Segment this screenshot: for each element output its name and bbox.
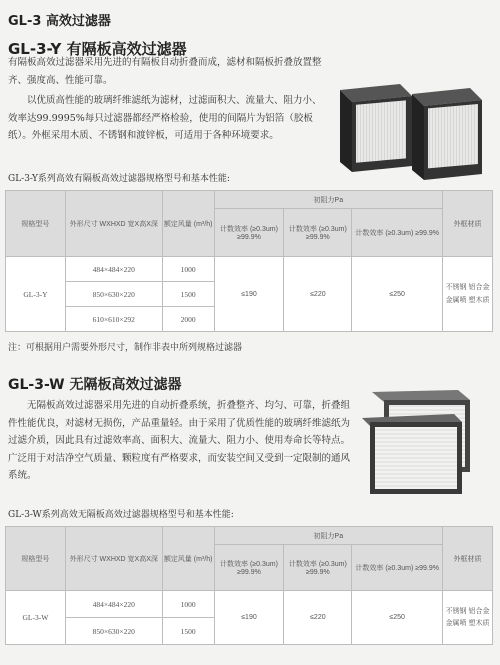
header-efficiency-3: 计数效率 (≥0.3um) ≥99.9% <box>352 545 443 591</box>
resistance-cell-1: ≤190 <box>214 257 284 332</box>
header-size: 外形尺寸 WXHXD 宽X高X深 <box>65 527 162 591</box>
frame-cell: 不锈钢 铝合金 金属喷 塑木质 <box>443 257 493 332</box>
header-efficiency-1: 计数效率 (≥0.3um) ≥99.9% <box>214 545 284 591</box>
section1-intro: 有隔板高效过滤器采用先进的有隔板自动折叠而成，滤材和隔板折叠放置整齐、强度高、性能可靠。 <box>8 57 322 86</box>
section1-table-caption: GL-3-Y系列高效有隔板高效过滤器规格型号和基本性能: <box>8 174 230 184</box>
resistance-cell-3: ≤250 <box>352 591 443 645</box>
flow-cell: 1500 <box>162 282 214 307</box>
size-cell: 610×610×292 <box>65 307 162 332</box>
resistance-cell-3: ≤250 <box>352 257 443 332</box>
table-note: 注：可根据用户需要外形尺寸，制作非表中所列规格过滤器 <box>8 343 243 353</box>
table-row <box>6 257 493 282</box>
header-model: 规格型号 <box>6 527 66 591</box>
flow-cell: 1000 <box>162 591 214 618</box>
header-efficiency-1: 计数效率 (≥0.3um) ≥99.9% <box>214 209 284 257</box>
header-frame: 外框材质 <box>443 527 493 591</box>
size-cell: 484×484×220 <box>65 591 162 618</box>
spec-table-y <box>5 190 493 332</box>
size-cell: 850×630×220 <box>65 618 162 645</box>
header-resistance: 初阻力Pa <box>214 527 443 545</box>
size-cell: 850×630×220 <box>65 282 162 307</box>
resistance-cell-1: ≤190 <box>214 591 284 645</box>
spec-table-w <box>5 526 493 645</box>
section2-body: 无隔板高效过滤器采用先进的自动折叠系统，折叠整齐、均匀、可靠，折叠组件性能优良，对滤材无损伤，产品重量轻。由于采用了优质性能的玻璃纤维滤纸为过滤介质，因此具有过滤效率高、面积大、流量大、阻力小、使用寿命长等特点。广泛用于对洁净空气质量、颗粒度有严格要求，而安装空间又受到一定限制的通风系统。 <box>8 400 351 481</box>
section1-body: 以优质高性能的玻璃纤维滤纸为滤材，过滤面积大、流量大、阻力小、效率达99.9995%每只过滤器都经严格检验，使用的间隔片为铝箔（胶板纸）。外框采用木质、不锈钢和渡锌板，可适用于各种环境要求。 <box>8 95 322 141</box>
header-size: 外形尺寸 WXHXD 宽X高X深 <box>65 191 162 257</box>
section1-heading: GL-3-Y 有隔板高效过滤器 <box>8 40 187 58</box>
header-efficiency-2: 计数效率 (≥0.3um) ≥99.9% <box>284 545 352 591</box>
page-title: GL-3 高效过滤器 <box>8 14 111 29</box>
separator-filter-image <box>330 80 495 185</box>
section2-table-caption: GL-3-W系列高效无隔板高效过滤器规格型号和基本性能: <box>8 510 234 520</box>
model-cell: GL-3-Y <box>6 257 66 332</box>
frame-cell: 不锈钢 铝合金 金属喷 塑木质 <box>443 591 493 645</box>
header-frame: 外框材质 <box>443 191 493 257</box>
header-resistance: 初阻力Pa <box>214 191 443 209</box>
section2-heading: GL-3-W 无隔板高效过滤器 <box>8 377 182 393</box>
table-row <box>6 591 493 618</box>
header-flow: 额定风量 (m³/h) <box>162 527 214 591</box>
flow-cell: 1000 <box>162 257 214 282</box>
header-efficiency-2: 计数效率 (≥0.3um) ≥99.9% <box>284 209 352 257</box>
flow-cell: 1500 <box>162 618 214 645</box>
header-flow: 额定风量 (m³/h) <box>162 191 214 257</box>
header-efficiency-3: 计数效率 (≥0.3um) ≥99.9% <box>352 209 443 257</box>
flow-cell: 2000 <box>162 307 214 332</box>
resistance-cell-2: ≤220 <box>284 257 352 332</box>
size-cell: 484×484×220 <box>65 257 162 282</box>
header-model: 规格型号 <box>6 191 66 257</box>
separatorless-filter-image <box>358 388 493 498</box>
model-cell: GL-3-W <box>6 591 66 645</box>
resistance-cell-2: ≤220 <box>284 591 352 645</box>
